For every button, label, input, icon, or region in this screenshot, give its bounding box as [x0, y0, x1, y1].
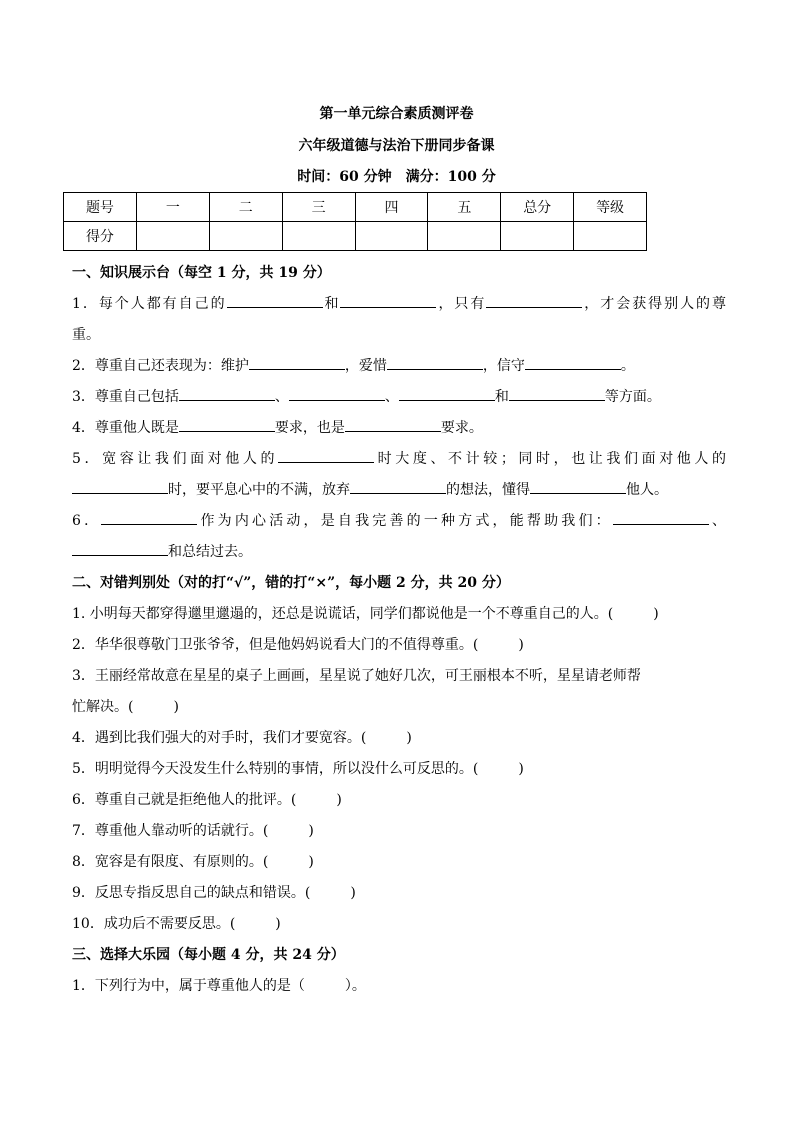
score-header-cell: 等级	[574, 193, 647, 222]
q-text: 7．尊重他人靠动听的话就行。(	[72, 823, 269, 839]
score-table-header-row	[64, 193, 647, 222]
section1-q5-cont	[72, 475, 726, 506]
score-cell[interactable]	[428, 222, 501, 251]
exam-title: 第一单元综合素质测评卷	[319, 106, 474, 122]
section1-q3	[72, 382, 726, 413]
section2-title: 二、对错判别处（对的打“√”，错的打“×”，每小题 2 分，共 20 分）	[72, 575, 510, 591]
q-text: ，信守	[482, 358, 525, 374]
q-text: 、	[708, 513, 727, 529]
section1-q1-cont: 重。	[72, 327, 100, 343]
score-table	[63, 192, 647, 251]
section2-q9	[72, 878, 726, 909]
section2-q2	[72, 630, 726, 661]
score-cell[interactable]	[282, 222, 355, 251]
q-text: 3．尊重自己包括	[72, 389, 179, 405]
q-text: )	[350, 885, 356, 901]
answer-blank[interactable]	[350, 479, 446, 494]
section2-q5	[72, 754, 726, 785]
section2-q4	[72, 723, 726, 754]
q-text: 、	[384, 389, 399, 405]
section2-q7	[72, 816, 726, 847]
q-text: 作为内心活动，是自我完善的一种方式，能帮助我们：	[197, 513, 613, 529]
q-text: 2．华华很尊敬门卫张爷爷，但是他妈妈说看大门的不值得尊重。(	[72, 637, 479, 653]
q-text: 时，要平息心中的不满，放弃	[168, 482, 350, 498]
q-text: 1．下列行为中，属于尊重他人的是（	[72, 978, 305, 994]
q-text: 的想法，懂得	[446, 482, 530, 498]
answer-blank[interactable]	[227, 293, 323, 308]
answer-blank[interactable]	[340, 293, 436, 308]
section2-q10	[72, 909, 726, 940]
section1-title: 一、知识展示台（每空 1 分，共 19 分）	[72, 265, 331, 281]
q-text: 10．成功后不需要反思。(	[72, 916, 236, 932]
answer-blank[interactable]	[509, 386, 605, 401]
section1-q1	[72, 289, 726, 320]
q-text: ，才会获得别人的尊	[582, 296, 727, 312]
score-header-cell: 四	[355, 193, 428, 222]
answer-blank[interactable]	[289, 386, 385, 401]
answer-blank[interactable]	[525, 355, 621, 370]
score-header-cell: 二	[209, 193, 282, 222]
q-text: 8．宽容是有限度、有原则的。(	[72, 854, 269, 870]
score-header-cell: 总分	[501, 193, 574, 222]
section2-q3	[72, 661, 726, 692]
q-text: ，爱惜	[344, 358, 387, 374]
score-header-cell: 题号	[64, 193, 137, 222]
q-text: 5．明明觉得今天没发生什么特别的事情，所以没什么可反思的。(	[72, 761, 479, 777]
q-text: 忙解决。(	[72, 699, 134, 715]
q-text: 和	[494, 389, 509, 405]
q-text: 2．尊重自己还表现为：维护	[72, 358, 249, 374]
answer-blank[interactable]	[345, 417, 441, 432]
q-text: 他人。	[626, 482, 668, 498]
answer-blank[interactable]	[179, 417, 275, 432]
score-cell[interactable]	[355, 222, 428, 251]
q-text: )	[406, 730, 412, 746]
answer-blank[interactable]	[249, 355, 345, 370]
section2-q3-cont	[72, 692, 726, 723]
q-text: 要求，也是	[274, 420, 345, 436]
score-header-cell: 五	[428, 193, 501, 222]
section1-q6-cont	[72, 537, 726, 568]
section1-q4	[72, 413, 726, 444]
exam-content	[72, 258, 726, 1002]
answer-blank[interactable]	[530, 479, 626, 494]
q-text: )	[308, 823, 314, 839]
q-text: )	[173, 699, 179, 715]
answer-blank[interactable]	[72, 479, 168, 494]
q-text: 1. 小明每天都穿得邋里邋遢的，还总是说谎话，同学们都说他是一个不尊重自己的人。(	[72, 606, 614, 622]
q-text: )	[275, 916, 281, 932]
q-text: )	[653, 606, 659, 622]
q-text: ）。	[344, 978, 366, 994]
section1-q5	[72, 444, 726, 475]
answer-blank[interactable]	[486, 293, 582, 308]
q-text: 9．反思专指反思自己的缺点和错误。(	[72, 885, 311, 901]
score-header-cell: 三	[282, 193, 355, 222]
q-text: 6．尊重自己就是拒绝他人的批评。(	[72, 792, 297, 808]
q-text: 4．遇到比我们强大的对手时，我们才要宽容。(	[72, 730, 367, 746]
score-cell[interactable]	[136, 222, 209, 251]
q-text: 6．	[72, 513, 102, 529]
section2-q1	[72, 599, 726, 630]
q-text: )	[308, 854, 314, 870]
q-text: 4．尊重他人既是	[72, 420, 179, 436]
q-text: 。	[620, 358, 635, 374]
q-text: 5．宽容让我们面对他人的	[72, 451, 279, 467]
q-text: 1．每个人都有自己的	[72, 296, 227, 312]
q-text: ，只有	[436, 296, 487, 312]
section1-q6	[72, 506, 726, 537]
answer-blank[interactable]	[278, 448, 374, 463]
answer-blank[interactable]	[387, 355, 483, 370]
q-text: )	[518, 761, 524, 777]
q-text: 时大度、不计较；同时，也让我们面对他人的	[374, 451, 726, 467]
exam-subtitle: 六年级道德与法治下册同步备课	[298, 138, 495, 154]
section3-title: 三、选择大乐园（每小题 4 分，共 24 分）	[72, 947, 345, 963]
score-cell[interactable]	[574, 222, 647, 251]
answer-blank[interactable]	[179, 386, 275, 401]
answer-blank[interactable]	[101, 510, 197, 525]
exam-time-info: 时间：60 分钟 满分：100 分	[297, 169, 496, 185]
answer-blank[interactable]	[399, 386, 495, 401]
section3-q1	[72, 971, 726, 1002]
q-text: 和	[322, 296, 341, 312]
q-text: )	[518, 637, 524, 653]
q-text: 3．王丽经常故意在星星的桌子上画画，星星说了她好几次，可王丽根本不听，星星请老师帮	[72, 668, 641, 684]
section2-q6	[72, 785, 726, 816]
section2-q8	[72, 847, 726, 878]
answer-blank[interactable]	[72, 541, 168, 556]
q-text: 等方面。	[604, 389, 661, 405]
q-text: 要求。	[440, 420, 483, 436]
answer-blank[interactable]	[613, 510, 709, 525]
q-text: )	[336, 792, 342, 808]
score-cell[interactable]	[209, 222, 282, 251]
score-row-label: 得分	[64, 222, 137, 251]
score-header-cell: 一	[136, 193, 209, 222]
score-table-score-row	[64, 222, 647, 251]
score-cell[interactable]	[501, 222, 574, 251]
q-text: 和总结过去。	[168, 544, 252, 560]
q-text: 、	[274, 389, 289, 405]
section1-q2	[72, 351, 726, 382]
